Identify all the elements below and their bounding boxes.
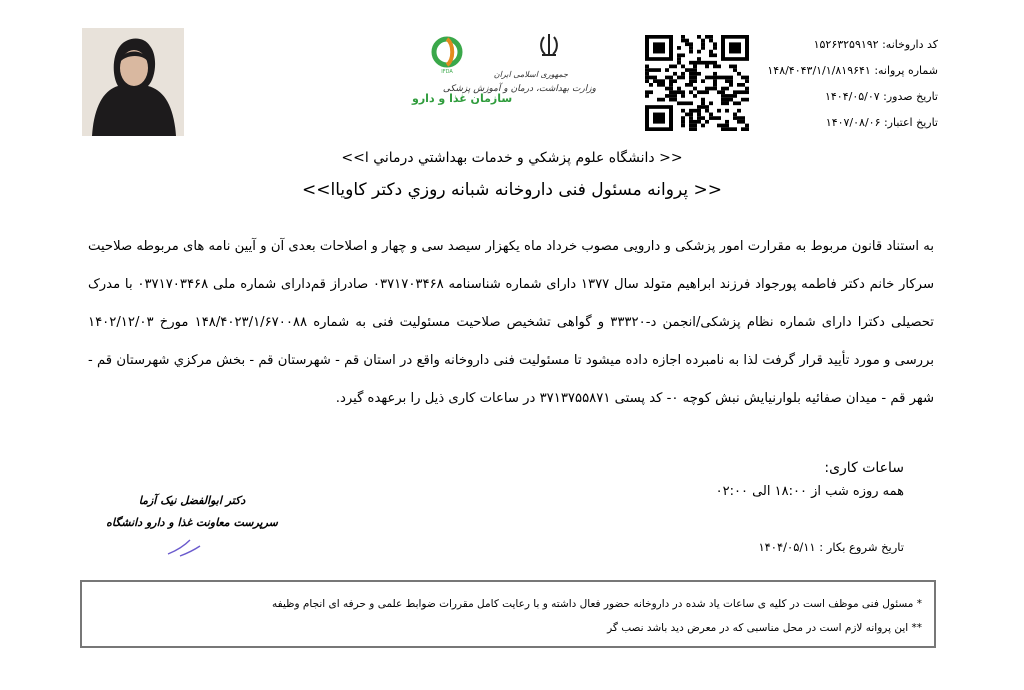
svg-text:IFDA: IFDA bbox=[441, 69, 453, 74]
license-number: شماره پروانه: ۱۴۸/۴۰۴۳/۱/۱/۸۱۹۶۴۱ bbox=[767, 64, 938, 77]
working-hours-title: ساعات کاری: bbox=[824, 460, 904, 476]
iran-emblem-icon bbox=[536, 32, 562, 58]
note-2: ** این پروانه لازم است در محل مناسبی که در معرض دید باشد نصب گر bbox=[607, 622, 922, 634]
header-info bbox=[748, 32, 938, 136]
working-hours-value: همه روزه شب از ۱۸:۰۰ الی ۰۲:۰۰ bbox=[715, 484, 904, 499]
validity-date: تاریخ اعتبار: ۱۴۰۷/۰۸/۰۶ bbox=[825, 116, 938, 129]
fda-text: سازمان غذا و دارو bbox=[412, 92, 513, 105]
fda-logo-icon bbox=[430, 34, 464, 74]
license-body-text: به استناد قانون مربوط به مقرارت امور پزشكی و دارويی مصوب خرداد ماه يكهزار سيصد سی و چهار و اصلاحات بعدی آن و آيين نامه های مربوطه صلاحيت سرکار خانم دکتر فاطمه پورجواد فرزند ابراهیم متولد سال ۱۳۷۷ دارای شماره شناسنامه ۰۳۷۱۷۰۳۴۶۸ صادراز قم‌دارای شماره ملی ۰۳۷۱۷۰۳۴۶۸ با مدرک تحصیلی دکترا دارای شماره نظام پزشکی/انجمن د-۳۳۳۲۰ و گواهی تشخیص صلاحیت مسئولیت فنی به شماره ۱۴۸/۴۰۲۳/۱/۶۷۰۰۸۸ مورخ ۱۴۰۲/۱۲/۰۳ بررسی و مورد تأیید قرار گرفت لذا به نامبرده اجازه داده میشود تا مسئولیت فنی داروخانه واقع در استان قم - شهرستان قم - بخش مرکزي شهرستان قم - شهر قم - میدان صفائیه بلوارنیایش نبش کوچه ۰- کد پستی ۳۷۱۳۷۵۵۸۷۱ در ساعات کاری ذیل را برعهده گیرد. bbox=[88, 239, 935, 406]
issue-date: تاریخ صدور: ۱۴۰۴/۰۵/۰۷ bbox=[824, 90, 938, 103]
applicant-photo bbox=[82, 28, 184, 136]
license-heading: << پروانه مسئول فنی داروخانه شبانه روزي دکتر کاويا‌ا>> bbox=[302, 180, 722, 200]
signer-name: دکتر ابوالفضل نیک آزما bbox=[138, 494, 246, 507]
logos-area bbox=[408, 30, 608, 120]
university-heading: << دانشگاه علوم پزشکي و خدمات بهداشتي درماني ‌ا>> bbox=[341, 150, 683, 166]
license-body bbox=[88, 228, 934, 418]
qr-code-icon bbox=[645, 35, 749, 131]
signer-title: سرپرست معاونت غذا و دارو دانشگاه bbox=[106, 516, 278, 529]
signature-mark bbox=[160, 520, 220, 560]
notes-box bbox=[80, 580, 936, 648]
ministry-text: وزارت بهداشت، درمان و آموزش پزشکی bbox=[442, 84, 596, 94]
republic-text: جمهوری اسلامی ایران bbox=[493, 70, 568, 79]
note-1: * مسئول فنی موظف است در کلیه ی ساعات یاد شده در داروخانه حضور فعال داشته و با رعایت کامل مقررات ضوابط علمی و حرفه ای انجام وظیفه bbox=[272, 598, 922, 610]
pharmacy-code: کد داروخانه: ۱۵۲۶۳۲۵۹۱۹۲ bbox=[813, 38, 938, 51]
start-date: تاریخ شروع بکار : ۱۴۰۴/۰۵/۱۱ bbox=[758, 540, 904, 554]
